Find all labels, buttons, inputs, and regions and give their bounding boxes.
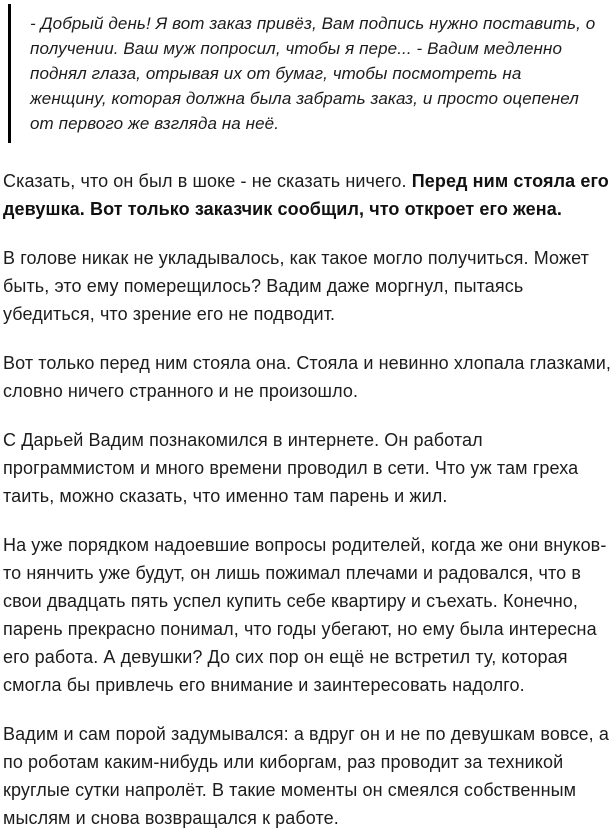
paragraph-list <box>3 167 612 832</box>
paragraph <box>3 720 612 832</box>
article-body <box>0 4 614 832</box>
paragraph-text-bold: Перед ним стояла его девушка. Вот только заказчик сообщил, что откроет его жена. <box>3 171 609 219</box>
paragraph <box>3 531 612 699</box>
paragraph <box>3 167 612 223</box>
paragraph <box>3 426 612 510</box>
story-quote-text: - Добрый день! Я вот заказ привёз, Вам подпись нужно поставить, о получении. Ваш муж попросил, чтобы я пере... - Вадим медленно поднял глаза, отрывая их от бумаг, чтобы посмотреть на женщину, которая должна была забрать заказ, и просто оцепенел от первого же взгляда на неё. <box>30 14 596 133</box>
paragraph-text: В голове никак не укладывалось, как такое могло получиться. Может быть, это ему померещилось? Вадим даже моргнул, пытаясь убедиться, что зрение его не подводит. <box>3 248 589 324</box>
paragraph-text: Вот только перед ним стояла она. Стояла и невинно хлопала глазками, словно ничего странного и не произошло. <box>3 353 611 401</box>
paragraph-text: Сказать, что он был в шоке - не сказать ничего. <box>3 171 412 191</box>
paragraph-text: На уже порядком надоевшие вопросы родителей, когда же они внуков-то нянчить уже будут, он лишь пожимал плечами и радовался, что в свои двадцать пять успел купить себе квартиру и съехать. Конечно, парень прекрасно понимал, что годы убегают, но ему была интересна его работа. А девушки? До сих пор он ещё не встретил ту, которая смогла бы привлечь его внимание и заинтересовать надолго. <box>3 535 607 695</box>
paragraph-text: С Дарьей Вадим познакомился в интернете. Он работал программистом и много времени проводил в сети. Что уж там греха таить, можно сказать, что именно там парень и жил. <box>3 430 579 506</box>
paragraph-text: Вадим и сам порой задумывался: а вдруг он и не по девушкам вовсе, а по роботам каким-нибудь или киборгам, раз проводит за техникой круглые сутки напролёт. В такие моменты он смеялся собственным мыслям и снова возвращался к работе. <box>3 724 609 828</box>
story-quote <box>8 4 612 143</box>
paragraph <box>3 244 612 328</box>
paragraph <box>3 349 612 405</box>
